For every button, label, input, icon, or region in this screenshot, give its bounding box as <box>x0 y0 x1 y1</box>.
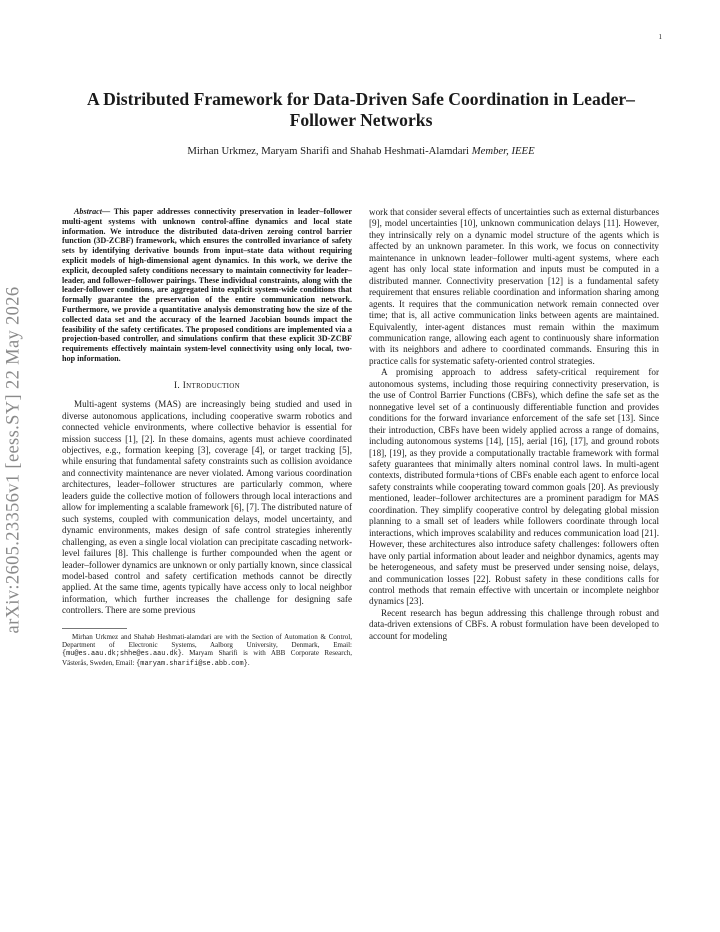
abstract-label: Abstract <box>74 207 102 216</box>
intro-paragraph-1: Multi-agent systems (MAS) are increasingly being studied and used in diverse autonomous applications, including cooperative swarm robotics and connected vehicle environments, where collective behavior is essential for mission success [1], [2]. In these domains, agents must achieve coordinated objectives, e.g., formation keeping [3], coverage [4], or target tracking [5], while ensuring that fundamental safety constraints such as collision avoidance and connectivity maintenance are never violated. Among various coordination architectures, leader–follower structures are particularly common, where leaders guide the collective motion of followers through local interactions and allow for implementing a scalable framework [6], [7]. The distributed nature of such systems, coupled with communication delays, model uncertainty, and dynamic environments, makes design of safe control strategies inherently challenging, as even a single local violation can precipitate cascading network-level failures [8]. This challenge is further compounded when the agent or leader–follower dynamics are unknown or only partially known, since classical model-based control and safety certification methods cannot be directly applied. At the same time, agents typically have access only to local neighbor information, which further increases the challenge for designing safe controllers. There are some previous <box>62 399 352 616</box>
footnote-email-2: {maryam.sharifi@se.abb.com} <box>136 659 248 668</box>
author-names: Mirhan Urkmez, Maryam Sharifi and Shahab Heshmati-Alamdari <box>187 145 470 157</box>
abstract <box>62 207 352 364</box>
author-suffix: Member, IEEE <box>471 145 535 157</box>
right-column <box>369 207 659 642</box>
abstract-text: This paper addresses connectivity preservation in leader–follower multi-agent systems with unknown control-affine dynamics and local state information. We introduce the distributed data-driven zeroing control barrier function (3D-ZCBF) framework, which ensures the controlled invariance of safety sets by identifying derivative bounds from input–state data without requiring explicit models of high-dimensional agent dynamics. In this work, we derive the explicit, decoupled safety conditions necessary to maintain connectivity for leader–leader, and follower–follower pairings. These individual constraints, along with the leader-follower conditions, are aggregated into explicit system-wide conditions that formally guarantee the preservation of the entire communication network. Furthermore, we provide a quantitative analysis demonstrating how the size of the collected data set and the accuracy of the learned Jacobian bounds impact the feasibility of the safety certificates. The proposed conditions are implemented via a projection-based controller, and simulations confirm that these explicit 3D-ZCBF requirements effectively maintain system-level connectivity using only local, two-hop information. <box>62 207 352 363</box>
footnote-text-1: Mirhan Urkmez and Shahab Heshmati-alamdari are with the Section of Automation & Control, Department of Electronic Systems, Aalborg University, Denmark, Email: <box>62 632 352 650</box>
intro-paragraph-4: Recent research has begun addressing this challenge through robust and data-driven extensions of CBFs. A robust formulation have been developed to account for modeling <box>369 607 659 641</box>
arxiv-stamp-text: arXiv:2605.23356v1 [eess.SY] 22 May 2026 <box>3 286 24 634</box>
paper-title: A Distributed Framework for Data-Driven Safe Coordination in Leader–Follower Networks <box>87 89 635 130</box>
affiliation-footnote <box>62 633 352 668</box>
section-title: Introduction <box>182 380 240 391</box>
author-line <box>70 145 652 157</box>
footnote-end: . <box>247 658 250 667</box>
footnote-rule <box>62 628 127 629</box>
intro-paragraph-2: work that consider several effects of uncertainties such as external disturbances [9], model uncertainties [10], unknown communication delays [11]. However, they intrinsically rely on a dynamic model structure of the agents which is affected by an unknown parameter. In this work, we focus on connectivity maintenance in unknown leader–follower multi-agent systems, where each agent has only local state information and inputs must be computed in a distributed manner. Connectivity preservation [12] is a fundamental safety requirement that ensures reliable coordination and information sharing among agents. It requires that the communication network remain connected over time; that is, all active communication links between agents are maintained. Equivalently, inter-agent distances must remain within the maximum communication range, allowing each agent to continuously share information with its neighbors and adhere to coordinated commands. Ensuring this in practice calls for systematic safety-oriented control strategies. <box>369 207 659 366</box>
footnote-email-1: {mu@es.aau.dk;shhe@es.aau.dk} <box>62 650 182 659</box>
left-column <box>62 207 352 668</box>
intro-paragraph-3: A promising approach to address safety-critical requirement for autonomous systems, including those requiring connectivity preservation, is the use of Control Barrier Functions (CBFs), which define the safe set as the nonnegative level set of a continuously differentiable function and provides conditions for the forward invariance enforcement of the safe set [13]. Since their introduction, CBFs have been widely applied across a range of domains, including autonomous systems [14], [15], aerial [16], [17], and ground robots [18], [19], as they provide a computationally tractable framework with formal safety guarantees that minimally alters nominal control laws. In multi-agent contexts, distributed formula+tions of CBFs enable each agent to enforce local safety constraints while cooperating toward common goals [20]. As previously mentioned, leader–follower architectures are a prominent paradigm for MAS coordination. They simplify cooperative control by delegating global mission planning to a small set of leaders while followers coordinate through local interactions, which improves scalability and reduces communication load [21]. However, these architectures also introduce safety challenges: followers often have only partial information about leader and neighbor dynamics, agents may be heterogeneous, and safety must be preserved under sensing noise, delays, and communication losses [22]. Robust safety in these conditions calls for control methods that remain effective with uncertain or incomplete neighbor dynamics [23]. <box>369 367 659 607</box>
arxiv-stamp <box>0 250 28 670</box>
footnote-text-2: . Maryam Sharifi is with ABB Corporate Research, Västerås, Sweden, Email: <box>62 649 352 667</box>
page-number: 1 <box>658 33 662 41</box>
section-numeral: I. <box>173 380 181 391</box>
abstract-dash: — <box>102 207 111 216</box>
section-heading-introduction <box>62 381 352 392</box>
